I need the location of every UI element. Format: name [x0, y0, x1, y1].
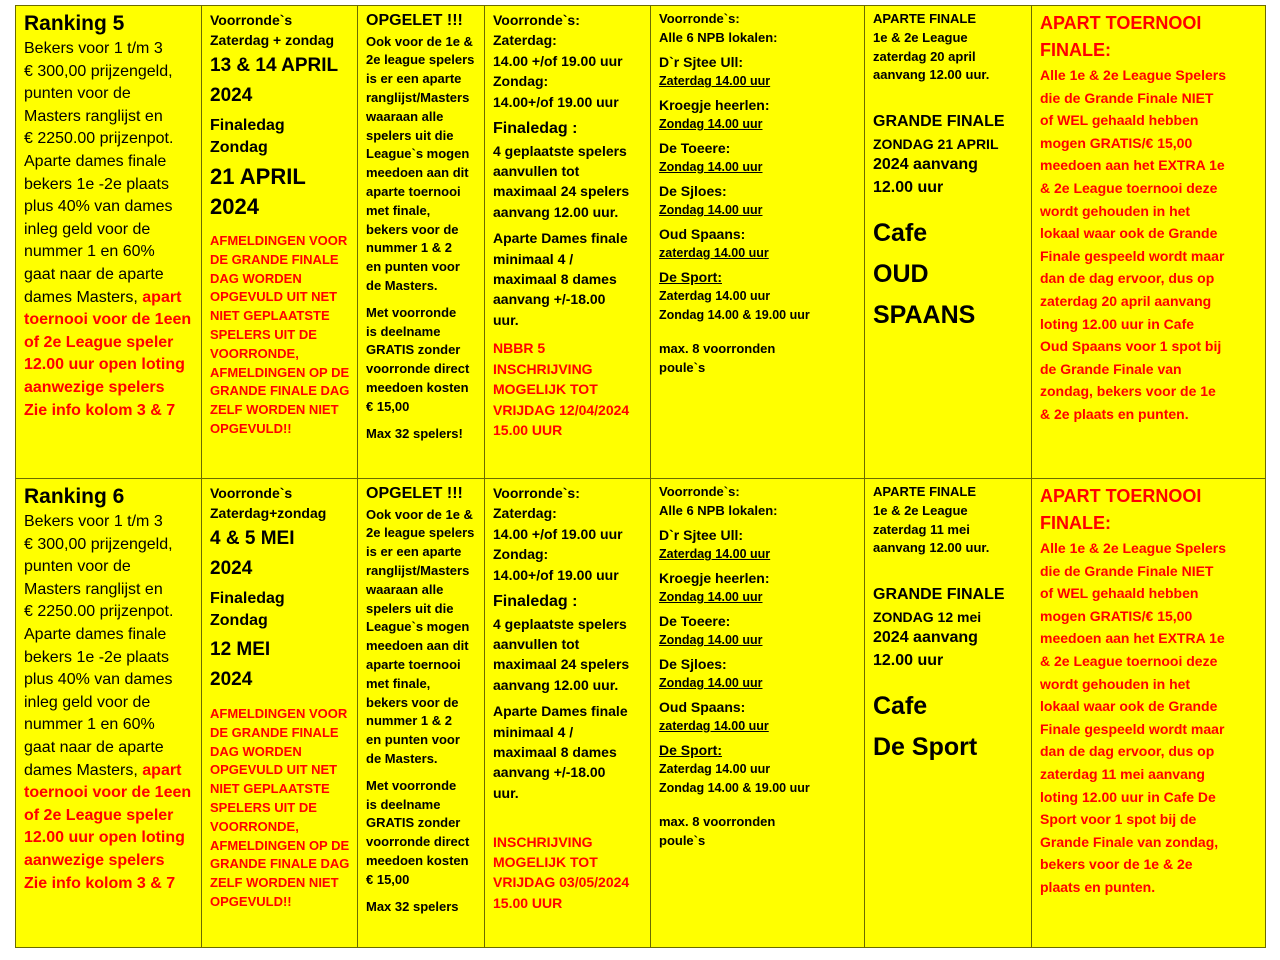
grand-final-line: ZONDAG 21 APRIL	[873, 135, 999, 152]
venue-time: zaterdag 14.00 uur	[659, 719, 769, 733]
notice-cell	[358, 479, 485, 948]
venue-name: De Sjloes:	[659, 182, 727, 199]
extra-tournament-line: mogen GRATIS/€ 15,00	[1040, 607, 1193, 624]
notice-line: League`s mogen	[366, 619, 470, 635]
ranking-red-line: 12.00 uur open loting	[24, 356, 185, 374]
venues-cell	[651, 6, 865, 479]
venue-time: Zaterdag 14.00 uur	[659, 762, 771, 776]
ranking-line: Bekers voor 1 t/m 3	[24, 40, 163, 57]
ranking-line: Aparte dames finale	[24, 625, 167, 643]
extra-tournament-line: bekers voor de 1e & 2e	[1040, 856, 1193, 873]
notice-line: meedoen aan dit	[366, 165, 469, 181]
notice-line: 2e league spelers	[366, 525, 475, 541]
final-day-label: Finaledag	[210, 589, 285, 607]
ranking-title: Ranking 5	[24, 12, 125, 35]
times-line: Zondag:	[493, 546, 549, 563]
times-line: maximaal 8 dames	[493, 744, 617, 761]
ranking-line-text: dames Masters,	[24, 761, 138, 779]
pool-info: max. 8 voorronden	[659, 814, 776, 830]
extra-tournament-line: Grande Finale van zondag,	[1040, 833, 1219, 850]
notice-line: bekers voor de	[366, 694, 459, 710]
ranking-cell	[16, 479, 202, 948]
notice-line: spelers uit die	[366, 600, 454, 616]
cancellation-notice: ZELF WORDEN NIET	[210, 875, 339, 891]
extra-tournament-line: Finale gespeeld wordt maar	[1040, 720, 1225, 737]
final-day-label: Zondag	[210, 612, 268, 630]
venue-time: Zondag 14.00 & 19.00 uur	[659, 780, 810, 795]
extra-tournament-line: meedoen aan het EXTRA 1e	[1040, 157, 1225, 174]
venue-time: Zondag 14.00 uur	[659, 160, 763, 174]
cancellation-notice: ZELF WORDEN NIET	[210, 402, 339, 418]
ranking-red-line: Zie info kolom 3 & 7	[24, 874, 176, 892]
pool-info: poule`s	[659, 832, 706, 848]
cancellation-notice: OPGEVULD UIT NET	[210, 289, 338, 305]
times-line: minimaal 4 /	[493, 250, 574, 267]
grand-final-line: ZONDAG 12 mei	[873, 608, 982, 625]
registration-deadline: 15.00 UUR	[493, 421, 563, 438]
ranking-line: nummer 1 en 60%	[24, 243, 155, 261]
ranking-title: Ranking 6	[24, 485, 125, 508]
registration-deadline: MOGELIJK TOT	[493, 381, 598, 398]
ranking-red-text: apart	[142, 288, 182, 306]
extra-tournament-line: die de Grande Finale NIET	[1040, 562, 1214, 579]
notice-title: OPGELET !!!	[366, 12, 463, 29]
ranking-line: gaat naar de aparte	[24, 738, 164, 756]
registration-deadline: VRIJDAG 03/05/2024	[493, 874, 630, 891]
grand-final-venue: SPAANS	[873, 301, 976, 330]
ranking-red-line: toernooi voor de 1een	[24, 311, 192, 329]
notice-line: met finale,	[366, 202, 431, 218]
extra-tournament-line: Alle 1e & 2e League Spelers	[1040, 540, 1226, 556]
registration-deadline: MOGELIJK TOT	[493, 854, 598, 871]
notice-line: voorronde direct	[366, 361, 470, 377]
qualifier-date: 13 & 14 APRIL	[210, 54, 339, 76]
max-players: Max 32 spelers	[366, 898, 459, 914]
qualifier-date: 2024	[210, 557, 253, 579]
times-line: maximaal 24 spelers	[493, 656, 630, 673]
extra-tournament-line: & 2e League toernooi deze	[1040, 179, 1218, 196]
notice-line: aparte toernooi	[366, 656, 461, 672]
extra-tournament-line: dan de dag ervoor, dus op	[1040, 743, 1215, 760]
times-line: minimaal 4 /	[493, 723, 574, 740]
cancellation-notice: AFMELDINGEN OP DE	[210, 364, 350, 380]
venue-name: De Sport:	[659, 741, 722, 758]
times-line: uur.	[493, 784, 519, 801]
notice-line: is er een aparte	[366, 71, 462, 87]
venue-name: De Sjloes:	[659, 655, 727, 672]
ranking-line: € 300,00 prijzengeld,	[24, 62, 173, 80]
ranking-line: punten voor de	[24, 85, 131, 103]
ranking-line: inleg geld voor de	[24, 693, 151, 711]
final-day-label: Finaledag	[210, 116, 285, 134]
ranking-line: bekers 1e -2e plaats	[24, 648, 169, 666]
times-line: Zaterdag:	[493, 32, 557, 49]
schedule-row	[16, 6, 1266, 479]
cancellation-notice: AFMELDINGEN VOOR	[210, 706, 348, 721]
cancellation-notice: AFMELDINGEN VOOR	[210, 233, 348, 248]
separate-final-line: APARTE FINALE	[873, 484, 977, 499]
extra-tournament-line: lokaal waar ook de Grande	[1040, 698, 1218, 715]
ranking-red-text: apart	[142, 761, 182, 779]
venue-time: Zondag 14.00 uur	[659, 676, 763, 690]
final-date: 12 MEI	[210, 639, 271, 660]
venue-time: Zaterdag 14.00 uur	[659, 74, 771, 88]
venues-cell	[651, 479, 865, 948]
cancellation-notice: GRANDE FINALE DAG	[210, 383, 350, 399]
notice-line: voorronde direct	[366, 834, 470, 850]
ladies-final-heading: Aparte Dames finale	[493, 230, 628, 247]
extra-tournament-line: die de Grande Finale NIET	[1040, 89, 1214, 106]
notice-line: de Masters.	[366, 750, 438, 766]
extra-tournament-line: plaats en punten.	[1040, 878, 1156, 895]
extra-tournament-line: zondag, bekers voor de 1e	[1040, 383, 1216, 400]
venue-time: Zaterdag 14.00 uur	[659, 289, 771, 303]
extra-tournament-line: meedoen aan het EXTRA 1e	[1040, 630, 1225, 647]
grand-final-venue: Cafe	[873, 692, 928, 721]
extra-tournament-cell	[1032, 6, 1266, 479]
times-line: 4 geplaatste spelers	[493, 615, 627, 632]
times-line: 14.00+/of 19.00 uur	[493, 93, 619, 110]
cancellation-notice: OPGEVULD!!	[210, 420, 292, 436]
times-line: 14.00+/of 19.00 uur	[493, 566, 619, 583]
venue-name: D`r Sjtee Ull:	[659, 526, 744, 543]
extra-tournament-line: Finale gespeeld wordt maar	[1040, 247, 1225, 264]
registration-deadline: INSCHRIJVING	[493, 833, 593, 850]
extra-tournament-line: of WEL gehaald hebben	[1040, 112, 1199, 129]
ranking-red-line: aanwezige spelers	[24, 378, 165, 396]
registration-deadline	[493, 811, 644, 831]
grand-final-title: GRANDE FINALE	[873, 113, 1005, 131]
notice-line: League`s mogen	[366, 146, 470, 162]
ranking-line: Masters ranglijst en	[24, 107, 163, 125]
separate-final-line: APARTE FINALE	[873, 11, 977, 26]
extra-tournament-line: wordt gehouden in het	[1040, 202, 1191, 219]
grand-final-title: GRANDE FINALE	[873, 586, 1005, 604]
extra-tournament-cell	[1032, 479, 1266, 948]
schedule-table	[15, 5, 1266, 948]
venues-heading: Alle 6 NPB lokalen:	[659, 29, 778, 45]
separate-final-line: zaterdag 20 april	[873, 48, 976, 64]
notice-line: Met voorronde	[366, 777, 457, 793]
venues-heading: Voorronde`s:	[659, 11, 740, 26]
extra-tournament-line: lokaal waar ook de Grande	[1040, 225, 1218, 242]
notice-line: is deelname	[366, 323, 441, 339]
extra-tournament-title: FINALE:	[1040, 513, 1111, 533]
extra-tournament-line: Alle 1e & 2e League Spelers	[1040, 67, 1226, 83]
extra-tournament-line: dan de dag ervoor, dus op	[1040, 270, 1215, 287]
venue-name: D`r Sjtee Ull:	[659, 53, 744, 70]
times-line: aanvullen tot	[493, 163, 580, 180]
times-line: aanvang 12.00 uur.	[493, 203, 619, 220]
venue-time: Zondag 14.00 & 19.00 uur	[659, 307, 810, 322]
cancellation-notice: DAG WORDEN	[210, 270, 302, 286]
grand-final-cell	[865, 6, 1032, 479]
venue-name: Oud Spaans:	[659, 225, 746, 242]
notice-line: ranglijst/Masters	[366, 562, 470, 578]
ranking-line: plus 40% van dames	[24, 671, 173, 689]
notice-line: en punten voor	[366, 732, 460, 748]
schedule-row	[16, 479, 1266, 948]
grand-final-line: 2024 aanvang	[873, 156, 978, 174]
venue-name: Kroegje heerlen:	[659, 96, 770, 113]
venue-name: Kroegje heerlen:	[659, 569, 770, 586]
separate-final-line: aanvang 12.00 uur.	[873, 540, 990, 556]
grand-final-cell	[865, 479, 1032, 948]
cancellation-notice: DE GRANDE FINALE	[210, 251, 339, 267]
notice-line: waaraan alle	[366, 108, 444, 124]
dates-heading: Zaterdag+zondag	[210, 505, 327, 522]
extra-tournament-line: of WEL gehaald hebben	[1040, 585, 1199, 602]
cancellation-notice: DAG WORDEN	[210, 743, 302, 759]
notice-line: de Masters.	[366, 277, 438, 293]
ranking-red-line: of 2e League speler	[24, 806, 174, 824]
final-day-heading: Finaledag :	[493, 120, 578, 138]
ranking-line-text: dames Masters,	[24, 288, 138, 306]
times-line: Zaterdag:	[493, 505, 557, 522]
final-day-label: Zondag	[210, 139, 268, 157]
notice-line: meedoen kosten	[366, 852, 469, 868]
grand-final-venue: OUD	[873, 260, 929, 289]
dates-cell	[202, 6, 358, 479]
ranking-line: punten voor de	[24, 558, 131, 576]
venues-heading: Alle 6 NPB lokalen:	[659, 502, 778, 518]
ranking-red-line: Zie info kolom 3 & 7	[24, 401, 176, 419]
venue-time: zaterdag 14.00 uur	[659, 246, 769, 260]
notice-line: waaraan alle	[366, 581, 444, 597]
ranking-line	[24, 760, 195, 783]
times-line: 14.00 +/of 19.00 uur	[493, 525, 623, 542]
cancellation-notice: AFMELDINGEN OP DE	[210, 837, 350, 853]
cancellation-notice: VOORRONDE,	[210, 818, 299, 834]
registration-deadline: INSCHRIJVING	[493, 360, 593, 377]
notice-line: meedoen aan dit	[366, 638, 469, 654]
notice-line: nummer 1 & 2	[366, 240, 452, 256]
venue-time: Zondag 14.00 uur	[659, 590, 763, 604]
notice-line: met finale,	[366, 675, 431, 691]
extra-tournament-line: & 2e plaats en punten.	[1040, 405, 1189, 422]
final-date: 2024	[210, 194, 259, 219]
ranking-line: bekers 1e -2e plaats	[24, 175, 169, 193]
times-line: aanvullen tot	[493, 636, 580, 653]
venue-name: De Toeere:	[659, 139, 731, 156]
ranking-cell	[16, 6, 202, 479]
separate-final-line: 1e & 2e League	[873, 29, 968, 45]
notice-line: GRATIS zonder	[366, 342, 461, 358]
notice-line: bekers voor de	[366, 221, 459, 237]
times-line: maximaal 8 dames	[493, 271, 617, 288]
separate-final-line: 1e & 2e League	[873, 502, 968, 518]
cancellation-notice: NIET GEPLAATSTE	[210, 781, 330, 797]
qualifier-date: 4 & 5 MEI	[210, 527, 295, 549]
ladies-final-heading: Aparte Dames finale	[493, 703, 628, 720]
final-date: 21 APRIL	[210, 164, 306, 189]
final-date: 2024	[210, 669, 253, 690]
dates-heading: Voorronde`s	[210, 12, 293, 28]
ranking-red-line: of 2e League speler	[24, 333, 174, 351]
dates-heading: Zaterdag + zondag	[210, 32, 335, 49]
notice-line: GRATIS zonder	[366, 815, 461, 831]
notice-line: ranglijst/Masters	[366, 89, 470, 105]
grand-final-venue: De Sport	[873, 733, 978, 762]
extra-tournament-title: FINALE:	[1040, 40, 1111, 60]
ranking-line: Masters ranglijst en	[24, 580, 163, 598]
venue-name: De Toeere:	[659, 612, 731, 629]
ranking-line	[24, 287, 195, 310]
ranking-line: € 300,00 prijzengeld,	[24, 535, 173, 553]
notice-line: € 15,00	[366, 871, 410, 887]
extra-tournament-line: zaterdag 11 mei aanvang	[1040, 765, 1205, 782]
extra-tournament-line: Sport voor 1 spot bij de	[1040, 811, 1197, 828]
separate-final-line: zaterdag 11 mei	[873, 521, 970, 537]
grand-final-line: 2024 aanvang	[873, 629, 978, 647]
cancellation-notice: OPGEVULD!!	[210, 893, 292, 909]
registration-deadline: NBBR 5	[493, 340, 546, 357]
pool-info: poule`s	[659, 359, 706, 375]
extra-tournament-line: zaterdag 20 april aanvang	[1040, 292, 1212, 309]
venue-name: Oud Spaans:	[659, 698, 746, 715]
registration-deadline: 15.00 UUR	[493, 894, 563, 911]
notice-line: Ook voor de 1e &	[366, 33, 473, 49]
ranking-line: € 2250.00 prijzenpot.	[24, 130, 174, 148]
notice-line: is er een aparte	[366, 544, 462, 560]
ranking-line: gaat naar de aparte	[24, 265, 164, 283]
times-line: aanvang +/-18.00	[493, 291, 606, 308]
times-line: Voorronde`s:	[493, 485, 580, 501]
ranking-line: Aparte dames finale	[24, 152, 167, 170]
grand-final-venue: Cafe	[873, 219, 928, 248]
registration-deadline: VRIJDAG 12/04/2024	[493, 401, 630, 418]
times-cell	[485, 479, 651, 948]
notice-line: aparte toernooi	[366, 183, 461, 199]
times-cell	[485, 6, 651, 479]
ranking-line: inleg geld voor de	[24, 220, 151, 238]
notice-line: spelers uit die	[366, 127, 454, 143]
extra-tournament-line: de Grande Finale van	[1040, 360, 1182, 377]
cancellation-notice: NIET GEPLAATSTE	[210, 308, 330, 324]
ranking-red-line: aanwezige spelers	[24, 851, 165, 869]
extra-tournament-line: wordt gehouden in het	[1040, 675, 1191, 692]
grand-final-line: 12.00 uur	[873, 178, 944, 196]
notice-line: nummer 1 & 2	[366, 713, 452, 729]
cancellation-notice: SPELERS UIT DE	[210, 799, 317, 815]
extra-tournament-title: APART TOERNOOI	[1040, 486, 1202, 506]
times-line: aanvang +/-18.00	[493, 764, 606, 781]
notice-line: is deelname	[366, 796, 441, 812]
grand-final-line: 12.00 uur	[873, 651, 944, 669]
cancellation-notice: DE GRANDE FINALE	[210, 724, 339, 740]
notice-cell	[358, 6, 485, 479]
final-day-heading: Finaledag :	[493, 593, 578, 611]
times-line: maximaal 24 spelers	[493, 183, 630, 200]
dates-heading: Voorronde`s	[210, 485, 293, 501]
ranking-red-line: toernooi voor de 1een	[24, 784, 192, 802]
extra-tournament-line: loting 12.00 uur in Cafe	[1040, 315, 1195, 332]
max-players: Max 32 spelers!	[366, 425, 463, 441]
venue-time: Zondag 14.00 uur	[659, 203, 763, 217]
cancellation-notice: SPELERS UIT DE	[210, 326, 317, 342]
extra-tournament-line: Oud Spaans voor 1 spot bij	[1040, 338, 1222, 355]
times-line: uur.	[493, 311, 519, 328]
extra-tournament-line: mogen GRATIS/€ 15,00	[1040, 134, 1193, 151]
extra-tournament-title: APART TOERNOOI	[1040, 13, 1202, 33]
notice-line: 2e league spelers	[366, 52, 475, 68]
venue-time: Zondag 14.00 uur	[659, 117, 763, 131]
dates-cell	[202, 479, 358, 948]
cancellation-notice: VOORRONDE,	[210, 345, 299, 361]
times-line: Voorronde`s:	[493, 12, 580, 28]
pool-info: max. 8 voorronden	[659, 341, 776, 357]
notice-line: Met voorronde	[366, 304, 457, 320]
qualifier-date: 2024	[210, 84, 253, 106]
notice-line: Ook voor de 1e &	[366, 506, 473, 522]
venue-name: De Sport:	[659, 268, 722, 285]
notice-line: en punten voor	[366, 259, 460, 275]
notice-line: meedoen kosten	[366, 379, 469, 395]
times-line: 4 geplaatste spelers	[493, 142, 627, 159]
extra-tournament-line: loting 12.00 uur in Cafe De	[1040, 788, 1216, 805]
times-line: 14.00 +/of 19.00 uur	[493, 52, 623, 69]
notice-title: OPGELET !!!	[366, 485, 463, 502]
separate-final-line: aanvang 12.00 uur.	[873, 67, 990, 83]
ranking-line: € 2250.00 prijzenpot.	[24, 603, 174, 621]
ranking-line: nummer 1 en 60%	[24, 716, 155, 734]
cancellation-notice: OPGEVULD UIT NET	[210, 762, 338, 778]
ranking-line: Bekers voor 1 t/m 3	[24, 513, 163, 530]
ranking-line: plus 40% van dames	[24, 198, 173, 216]
times-line: aanvang 12.00 uur.	[493, 676, 619, 693]
times-line: Zondag:	[493, 73, 549, 90]
venue-time: Zondag 14.00 uur	[659, 633, 763, 647]
ranking-red-line: 12.00 uur open loting	[24, 829, 185, 847]
cancellation-notice: GRANDE FINALE DAG	[210, 856, 350, 872]
extra-tournament-line: & 2e League toernooi deze	[1040, 652, 1218, 669]
notice-line: € 15,00	[366, 398, 410, 414]
venues-heading: Voorronde`s:	[659, 484, 740, 499]
venue-time: Zaterdag 14.00 uur	[659, 547, 771, 561]
